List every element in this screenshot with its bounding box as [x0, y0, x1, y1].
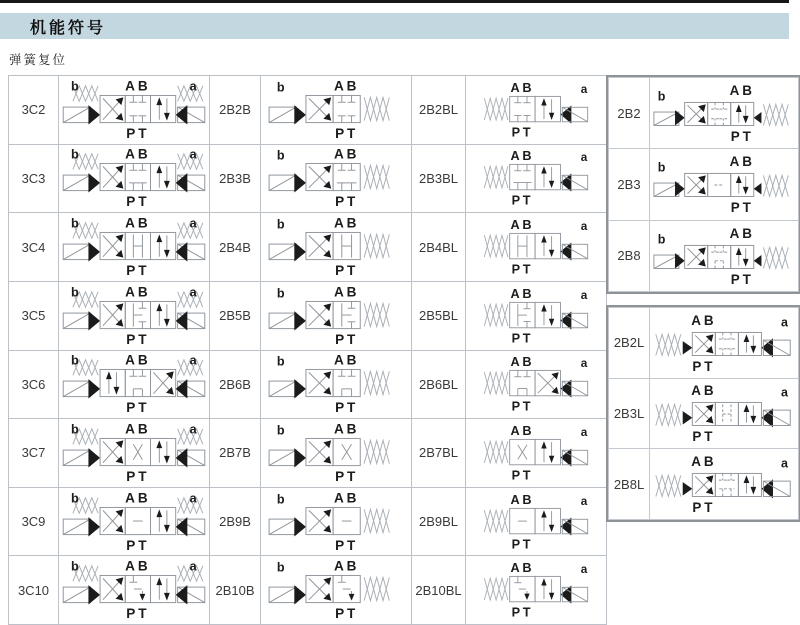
valve-symbol-diagram: [263, 215, 409, 279]
valve-symbol-cell: [650, 149, 799, 220]
valve-symbol-cell: [261, 281, 412, 350]
valve-symbol-diagram: [652, 224, 796, 288]
port-label-b: b: [276, 149, 285, 164]
port-label-a: a: [580, 494, 588, 508]
valve-symbol-cell: [59, 556, 210, 625]
port-label-ab: AB: [125, 284, 151, 300]
valve-symbol-diagram: [61, 421, 207, 485]
spool-code-label: 2B10B: [210, 556, 261, 625]
port-label-pt: PT: [335, 400, 359, 416]
port-label-b: b: [657, 161, 666, 176]
valve-symbol-cell: [59, 419, 210, 488]
spool-code-label: 3C4: [9, 213, 59, 282]
valve-symbol-diagram: [61, 215, 207, 279]
table-row: [609, 220, 799, 291]
spool-code-label: 3C6: [9, 350, 59, 419]
port-label-a: a: [580, 357, 588, 371]
valve-symbol-diagram: [263, 352, 409, 416]
table-row: [9, 419, 607, 488]
port-label-ab: AB: [333, 284, 360, 300]
spool-code-label: 3C5: [9, 281, 59, 350]
port-label-b: b: [276, 217, 285, 232]
valve-symbol-cell: [261, 76, 412, 145]
valve-symbol-cell: [261, 213, 412, 282]
port-label-pt: PT: [126, 125, 150, 141]
table-row: [609, 149, 799, 220]
port-label-ab: AB: [125, 421, 151, 437]
port-label-ab: AB: [510, 286, 535, 301]
port-label-pt: PT: [335, 469, 359, 485]
spool-code-label: 2B8: [609, 220, 650, 291]
valve-symbol-cell: [466, 144, 607, 213]
port-label-ab: AB: [729, 154, 755, 170]
table-row: [609, 378, 799, 449]
port-label-ab: AB: [691, 383, 717, 399]
side-table-grid: [608, 77, 799, 292]
port-label-pt: PT: [730, 128, 754, 144]
table-row: [609, 78, 799, 149]
subsection-label: 弹簧复位: [9, 53, 68, 67]
valve-symbol-cell: [59, 144, 210, 213]
valve-symbol-cell: [261, 556, 412, 625]
valve-symbol-table: [8, 75, 607, 625]
table-row: [9, 350, 607, 419]
valve-symbol-diagram: [61, 558, 207, 622]
side-table-grid: [608, 307, 799, 520]
valve-symbol-cell: [466, 76, 607, 145]
port-label-b: b: [70, 285, 79, 300]
port-label-a: a: [189, 216, 197, 231]
port-label-a: a: [580, 425, 588, 439]
spool-code-label: 2B5B: [210, 281, 261, 350]
table-row: [9, 76, 607, 145]
port-label-pt: PT: [511, 330, 534, 345]
valve-symbol-cell: [650, 308, 799, 379]
port-label-ab: AB: [729, 225, 755, 241]
port-label-a: a: [781, 315, 788, 330]
port-label-pt: PT: [511, 399, 534, 414]
port-label-b: b: [70, 559, 79, 574]
port-label-pt: PT: [511, 468, 534, 483]
port-label-b: b: [70, 79, 79, 94]
port-label-b: b: [657, 89, 666, 104]
spool-code-label: 2B4BL: [412, 213, 466, 282]
valve-symbol-diagram: [61, 146, 207, 210]
port-label-b: b: [70, 148, 79, 163]
valve-symbol-cell: [261, 419, 412, 488]
valve-symbol-cell: [650, 449, 799, 520]
port-label-pt: PT: [335, 194, 359, 210]
port-label-ab: AB: [125, 147, 151, 163]
valve-symbol-cell: [650, 378, 799, 449]
port-label-pt: PT: [126, 606, 150, 622]
port-label-ab: AB: [333, 352, 360, 368]
port-label-b: b: [276, 492, 285, 507]
valve-symbol-diagram: [263, 490, 409, 554]
port-label-pt: PT: [730, 200, 754, 216]
port-label-a: a: [781, 456, 788, 471]
spool-code-label: 2B10BL: [412, 556, 466, 625]
spool-code-label: 2B9B: [210, 487, 261, 556]
port-label-ab: AB: [510, 355, 535, 370]
valve-symbol-diagram: [61, 78, 207, 142]
side-table-2bl: [606, 305, 800, 522]
port-label-pt: PT: [335, 125, 359, 141]
valve-symbol-diagram: [652, 152, 796, 216]
valve-symbol-diagram: [468, 78, 604, 142]
port-label-pt: PT: [511, 536, 534, 551]
table-row: [9, 281, 607, 350]
valve-symbol-diagram: [61, 284, 207, 348]
spool-code-label: 2B6B: [210, 350, 261, 419]
port-label-a: a: [580, 288, 588, 302]
port-label-pt: PT: [126, 469, 150, 485]
spool-code-label: 2B3: [609, 149, 650, 220]
port-label-pt: PT: [511, 125, 534, 140]
port-label-pt: PT: [126, 400, 150, 416]
table-row: [609, 308, 799, 379]
valve-symbol-cell: [650, 78, 799, 149]
valve-symbol-diagram: [652, 452, 796, 516]
valve-symbol-diagram: [61, 490, 207, 554]
port-label-ab: AB: [333, 490, 360, 506]
port-label-b: b: [70, 422, 79, 437]
port-label-ab: AB: [333, 147, 360, 163]
port-label-ab: AB: [125, 215, 151, 231]
valve-symbol-cell: [466, 281, 607, 350]
spool-code-label: 2B6BL: [412, 350, 466, 419]
table-row: [9, 556, 607, 625]
port-label-b: b: [657, 232, 666, 247]
port-label-pt: PT: [511, 605, 534, 620]
port-label-a: a: [580, 82, 588, 96]
valve-symbol-cell: [261, 144, 412, 213]
spool-code-label: 2B5BL: [412, 281, 466, 350]
spool-code-label: 2B2B: [210, 76, 261, 145]
port-label-a: a: [189, 79, 197, 94]
port-label-a: a: [189, 559, 197, 574]
port-label-ab: AB: [510, 217, 535, 232]
port-label-ab: AB: [510, 561, 535, 576]
valve-symbol-cell: [59, 281, 210, 350]
port-label-pt: PT: [511, 193, 534, 208]
valve-symbol-cell: [59, 487, 210, 556]
port-label-ab: AB: [691, 312, 717, 328]
port-label-ab: AB: [510, 423, 535, 438]
page-title: 机能符号: [30, 19, 107, 37]
spool-code-label: 2B9BL: [412, 487, 466, 556]
table-row: [9, 144, 607, 213]
port-label-pt: PT: [126, 194, 150, 210]
port-label-a: a: [189, 353, 197, 368]
valve-symbol-cell: [59, 213, 210, 282]
section-header-bar: [0, 13, 789, 39]
port-label-pt: PT: [335, 606, 359, 622]
side-table-2b: [606, 75, 800, 294]
valve-symbol-diagram: [468, 421, 604, 485]
spool-code-label: 3C2: [9, 76, 59, 145]
port-label-ab: AB: [691, 453, 717, 469]
spool-code-label: 2B2L: [609, 308, 650, 379]
spool-code-label: 3C10: [9, 556, 59, 625]
port-label-b: b: [276, 354, 285, 369]
port-label-ab: AB: [510, 492, 535, 507]
port-label-pt: PT: [511, 262, 534, 277]
port-label-a: a: [580, 219, 588, 233]
port-label-b: b: [276, 560, 285, 575]
port-label-b: b: [70, 216, 79, 231]
port-label-pt: PT: [126, 331, 150, 347]
valve-symbol-diagram: [468, 146, 604, 210]
port-label-ab: AB: [333, 421, 360, 437]
port-label-ab: AB: [333, 558, 360, 574]
spool-code-label: 2B8L: [609, 449, 650, 520]
valve-symbol-cell: [466, 556, 607, 625]
port-label-ab: AB: [125, 352, 151, 368]
port-label-b: b: [276, 423, 285, 438]
port-label-a: a: [580, 151, 588, 165]
top-border-rule: [0, 0, 789, 3]
port-label-ab: AB: [510, 149, 535, 164]
valve-symbol-diagram: [468, 490, 604, 554]
port-label-a: a: [189, 491, 197, 506]
port-label-pt: PT: [730, 271, 754, 287]
port-label-b: b: [276, 286, 285, 301]
port-label-pt: PT: [692, 429, 716, 445]
port-label-pt: PT: [335, 537, 359, 553]
table-row: [9, 487, 607, 556]
valve-symbol-cell: [650, 220, 799, 291]
spool-code-label: 2B7B: [210, 419, 261, 488]
valve-symbol-diagram: [263, 284, 409, 348]
port-label-ab: AB: [125, 490, 151, 506]
table-row: [609, 449, 799, 520]
spool-code-label: 3C3: [9, 144, 59, 213]
valve-symbol-cell: [261, 487, 412, 556]
port-label-ab: AB: [729, 82, 755, 98]
valve-symbol-diagram: [263, 146, 409, 210]
port-label-a: a: [189, 148, 197, 163]
valve-symbol-cell: [261, 350, 412, 419]
port-label-ab: AB: [125, 558, 151, 574]
port-label-b: b: [276, 80, 285, 95]
table-row: [9, 213, 607, 282]
port-label-b: b: [70, 353, 79, 368]
port-label-b: b: [70, 491, 79, 506]
port-label-pt: PT: [692, 499, 716, 515]
spool-code-label: 2B3B: [210, 144, 261, 213]
valve-symbol-diagram: [263, 78, 409, 142]
valve-symbol-diagram: [652, 381, 796, 445]
valve-symbol-diagram: [263, 558, 409, 622]
port-label-ab: AB: [125, 78, 151, 94]
spool-code-label: 2B2BL: [412, 76, 466, 145]
port-label-ab: AB: [333, 215, 360, 231]
port-label-pt: PT: [126, 263, 150, 279]
valve-symbol-diagram: [61, 352, 207, 416]
valve-symbol-diagram: [263, 421, 409, 485]
port-label-pt: PT: [126, 537, 150, 553]
port-label-ab: AB: [510, 80, 535, 95]
port-label-pt: PT: [692, 358, 716, 374]
valve-symbol-diagram: [468, 558, 604, 622]
valve-symbol-cell: [466, 487, 607, 556]
valve-symbol-diagram: [468, 215, 604, 279]
port-label-pt: PT: [335, 331, 359, 347]
port-label-a: a: [189, 285, 197, 300]
spool-code-label: 3C9: [9, 487, 59, 556]
valve-symbol-cell: [466, 350, 607, 419]
valve-symbol-diagram: [468, 284, 604, 348]
spool-code-label: 3C7: [9, 419, 59, 488]
spool-code-label: 2B4B: [210, 213, 261, 282]
spool-code-label: 2B2: [609, 78, 650, 149]
valve-symbol-cell: [59, 76, 210, 145]
spool-code-label: 2B7BL: [412, 419, 466, 488]
valve-symbol-cell: [466, 213, 607, 282]
valve-symbol-cell: [466, 419, 607, 488]
valve-symbol-cell: [59, 350, 210, 419]
port-label-ab: AB: [333, 78, 360, 94]
spool-code-label: 2B3BL: [412, 144, 466, 213]
port-label-a: a: [781, 386, 788, 401]
valve-symbol-diagram: [468, 352, 604, 416]
valve-symbol-diagram: [652, 311, 796, 375]
valve-symbol-diagram: [652, 81, 796, 145]
port-label-pt: PT: [335, 263, 359, 279]
port-label-a: a: [580, 562, 588, 576]
spool-code-label: 2B3L: [609, 378, 650, 449]
port-label-a: a: [189, 422, 197, 437]
